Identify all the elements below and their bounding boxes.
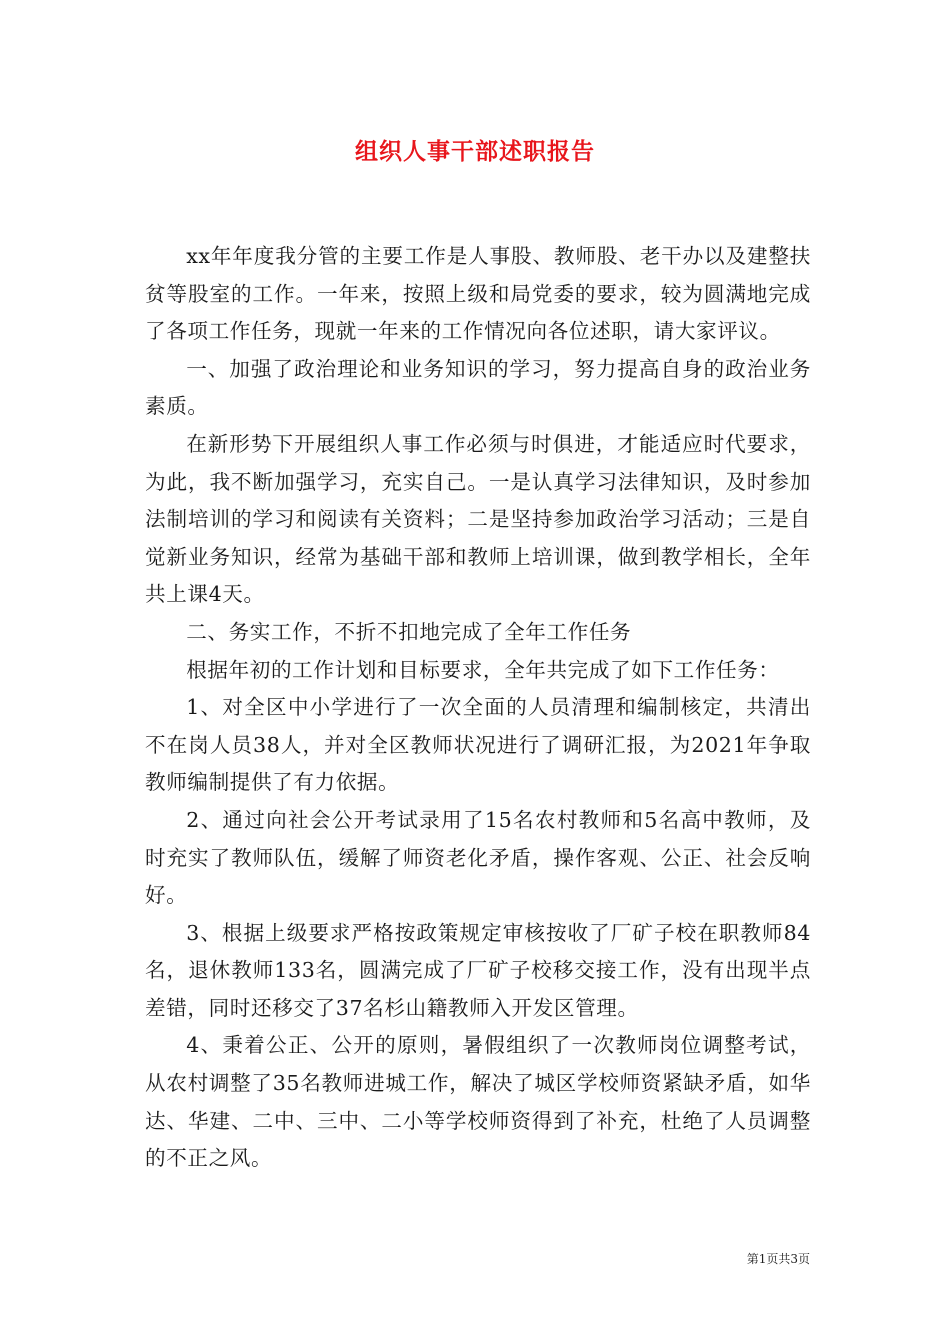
paragraph-tasks-intro: 根据年初的工作计划和目标要求，全年共完成了如下工作任务：	[186, 657, 780, 682]
paragraph-study: 在新形势下开展组织人事工作必须与时俱进，才能适应时代要求，为此，我不断加强学习，充实自己。一是认真学习法律知识，及时参加法制培训的学习和阅读有关资料；二是坚持参加政治学习活动；三是自觉新业务知识，经常为基础干部和教师上培训课，做到教学相长，全年共上课4天。	[145, 431, 811, 607]
document-title: 组织人事干部述职报告	[355, 138, 595, 165]
paragraph-task-4: 4、秉着公正、公开的原则，暑假组织了一次教师岗位调整考试，从农村调整了35名教师进城工作，解决了城区学校师资紧缺矛盾，如华达、华建、二中、三中、二小等学校师资得到了补充，杜绝了人员调整的不正之风。	[145, 1033, 811, 1171]
document-body	[145, 238, 811, 1178]
paragraph-section-1-heading: 一、加强了政治理论和业务知识的学习，努力提高自身的政治业务素质。	[145, 356, 811, 419]
paragraph-task-3: 3、根据上级要求严格按政策规定审核按收了厂矿子校在职教师84名，退休教师133名，圆满完成了厂矿子校移交接工作，没有出现半点差错，同时还移交了37名杉山籍教师入开发区管理。	[145, 920, 811, 1020]
paragraph-intro: xx年年度我分管的主要工作是人事股、教师股、老干办以及建整扶贫等股室的工作。一年来，按照上级和局党委的要求，较为圆满地完成了各项工作任务，现就一年来的工作情况向各位述职，请大家评议。	[145, 244, 811, 344]
paragraph-task-2: 2、通过向社会公开考试录用了15名农村教师和5名高中教师，及时充实了教师队伍，缓解了师资老化矛盾，操作客观、公正、社会反响好。	[145, 807, 811, 908]
page-number: 第1页共3页	[746, 1252, 810, 1266]
paragraph-task-1: 1、对全区中小学进行了一次全面的人员清理和编制核定，共清出不在岗人员38人，并对全区教师状况进行了调研汇报，为2021年争取教师编制提供了有力依据。	[145, 695, 811, 795]
paragraph-section-2-heading: 二、务实工作，不折不扣地完成了全年工作任务	[186, 619, 632, 644]
